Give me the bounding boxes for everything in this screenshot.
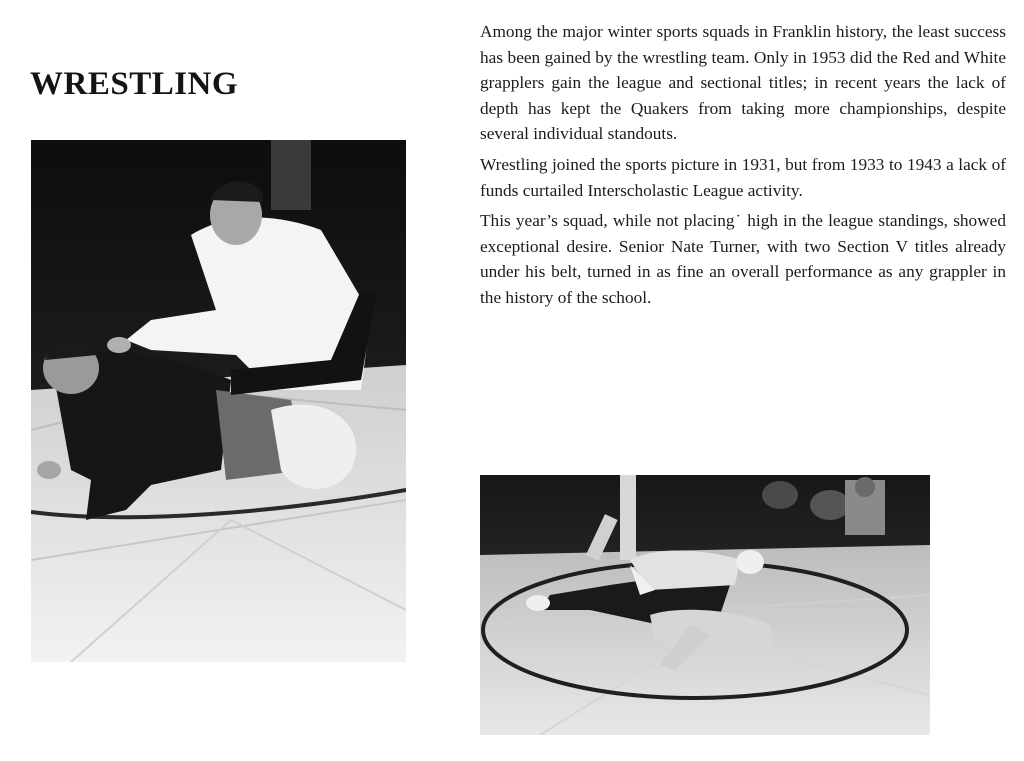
paragraph-this-year: This year’s squad, while not placing˙ high in the league standings, showed exceptional desire. Senior Nate Turner, with two Section V titles already under his belt, turned in as fine an overall performance as any grappler in the history of the school. [480,211,1006,307]
wrestling-match-illustration [480,475,930,735]
paragraph-founding: Wrestling joined the sports picture in 1931, but from 1933 to 1943 a lack of funds curtailed Interscholastic League activity. [480,154,1006,200]
article-body [480,19,1006,316]
wrestling-hold-illustration [31,140,406,662]
page-title: WRESTLING [30,66,239,102]
wrestling-hold-photo [31,140,406,662]
wrestling-match-photo [480,475,930,735]
paragraph-history: Among the major winter sports squads in Franklin history, the least success has been gained by the wrestling team. Only in 1953 did the Red and White grapplers gain the league and sectional titles; in recent years the lack of depth has kept the Quakers from taking more championships, despite several individual standouts. [480,22,1006,144]
